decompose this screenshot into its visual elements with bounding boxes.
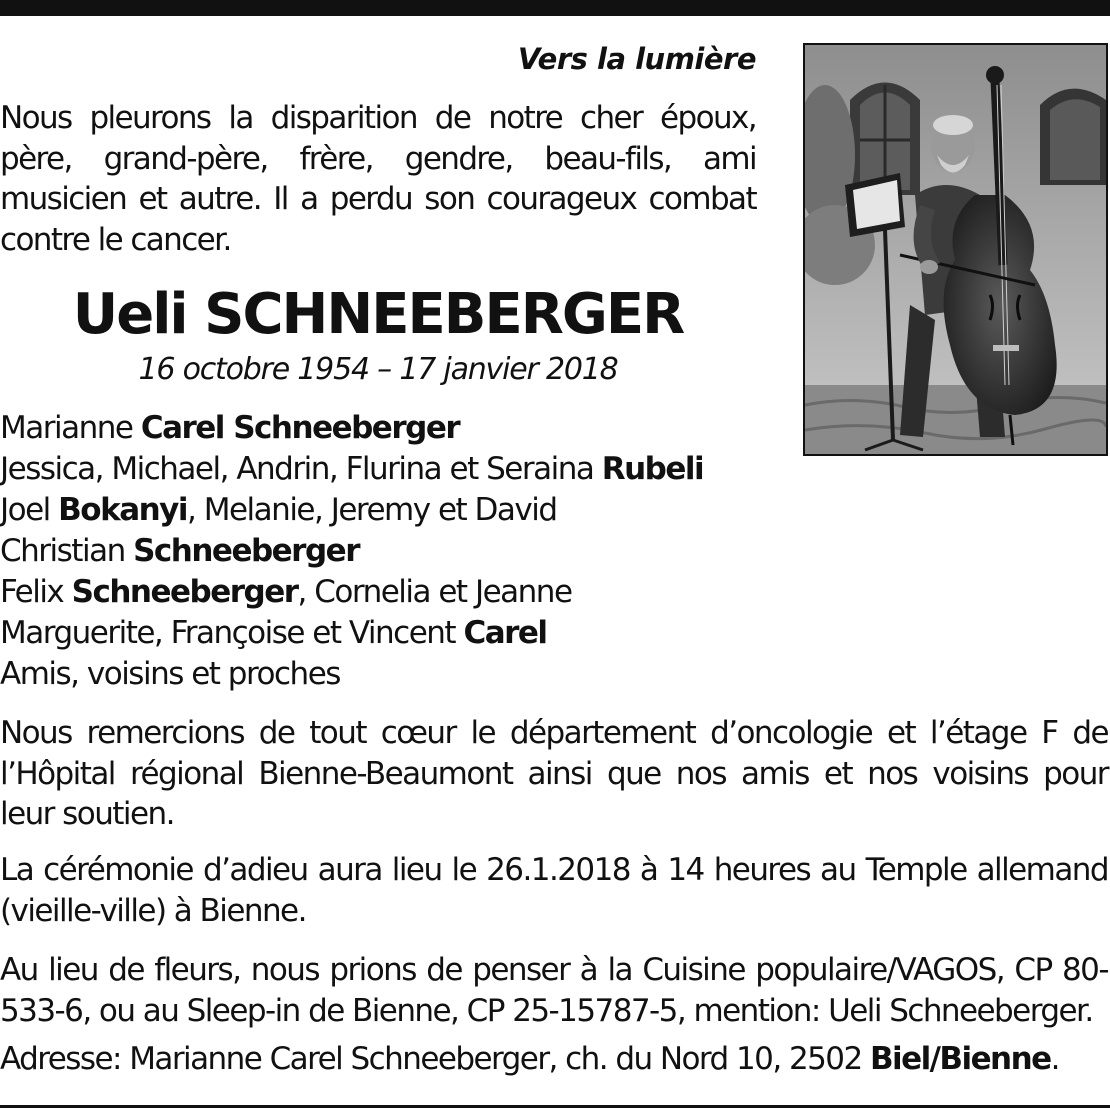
intro-paragraph xyxy=(0,98,756,260)
life-dates: 16 octobre 1954 – 17 janvier 2018 xyxy=(138,352,618,387)
deceased-name: Ueli SCHNEEBERGER xyxy=(72,282,684,347)
mourner-row xyxy=(0,408,790,449)
top-rule xyxy=(0,0,1110,16)
mourner-family-name: Bokanyi xyxy=(58,492,188,528)
donation-paragraph xyxy=(0,950,1108,1031)
address-line xyxy=(0,1039,1108,1080)
thanks-paragraph xyxy=(0,713,1108,835)
intro-line: musicien et autre. Il a perdu son courageux combat xyxy=(0,181,756,217)
ceremony-line: (vieille-ville) à Bienne. xyxy=(0,892,306,929)
intro-line: contre le cancer. xyxy=(0,221,231,258)
mourner-family-name: Schneeberger xyxy=(71,574,298,610)
donation-line: 533-6, ou au Sleep-in de Bienne, CP 25-15787-5, mention: Ueli Schneeberger. xyxy=(0,992,1093,1029)
portrait-photo xyxy=(803,43,1108,456)
mourner-family-name: Rubeli xyxy=(601,451,704,487)
mourner-row xyxy=(0,654,790,695)
mourner-extra-names: , Melanie, Jeremy et David xyxy=(187,492,557,528)
motto-heading: Vers la lumière xyxy=(517,42,756,76)
intro-line: Nous pleurons la disparition de notre cher époux, xyxy=(0,100,756,136)
mourner-row xyxy=(0,449,790,490)
mourner-given-names: Marianne xyxy=(0,410,141,446)
mourner-family-name: Carel Schneeberger xyxy=(140,410,460,446)
mourner-given-names: Marguerite, Françoise et Vincent xyxy=(0,615,464,651)
mourner-family-name: Carel xyxy=(463,615,547,651)
mourner-given-names: Felix xyxy=(0,574,72,610)
mourner-family-name: Schneeberger xyxy=(133,533,359,569)
donation-line: Au lieu de fleurs, nous prions de penser à la Cuisine populaire/VAGOS, CP 80- xyxy=(0,952,1108,988)
mourner-given-names: Christian xyxy=(0,533,134,569)
mourner-given-names: Jessica, Michael, Andrin, Flurina et Seraina xyxy=(0,451,602,487)
double-bass-player-image xyxy=(805,45,1106,454)
mourner-row xyxy=(0,613,790,654)
bottom-rule xyxy=(0,1105,1110,1108)
mourner-row xyxy=(0,572,790,613)
mourner-row xyxy=(0,531,790,572)
mourner-given-names: Amis, voisins et proches xyxy=(0,656,340,692)
mourner-extra-names: , Cornelia et Jeanne xyxy=(297,574,572,610)
address-end: . xyxy=(1050,1041,1059,1077)
ceremony-paragraph xyxy=(0,850,1108,931)
mourner-given-names: Joel xyxy=(0,492,59,528)
ceremony-line: La cérémonie d’adieu aura lieu le 26.1.2018 à 14 heures au Temple allemand xyxy=(0,852,1108,888)
address-city: Biel/Bienne xyxy=(869,1041,1051,1077)
mourners-list xyxy=(0,408,790,695)
thanks-line: leur soutien. xyxy=(0,796,174,832)
mourner-row xyxy=(0,490,790,531)
address-text: Adresse: Marianne Carel Schneeberger, ch. du Nord 10, 2502 xyxy=(0,1041,870,1077)
intro-line: père, grand-père, frère, gendre, beau-fils, ami xyxy=(0,140,756,177)
thanks-line: l’Hôpital régional Bienne-Beaumont ainsi que nos amis et nos voisins pour xyxy=(0,755,1108,792)
thanks-line: Nous remercions de tout cœur le département d’oncologie et l’étage F de xyxy=(0,715,1108,751)
